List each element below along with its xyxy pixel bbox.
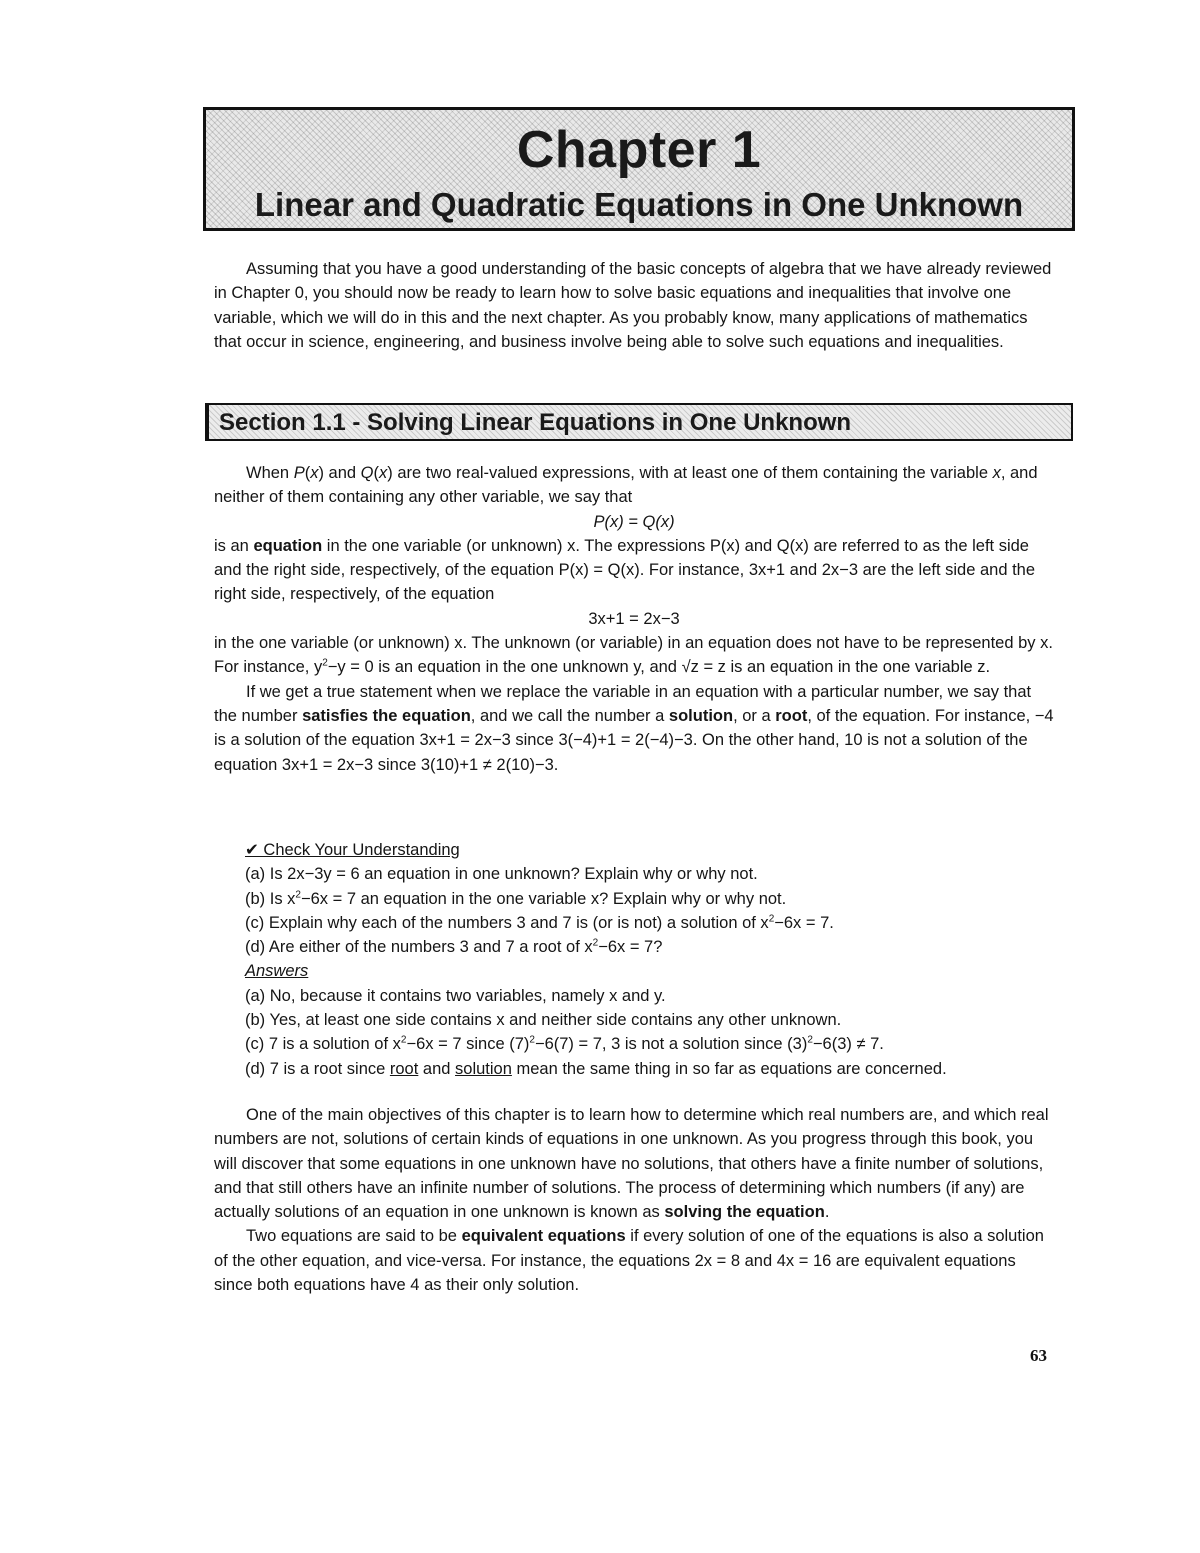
question-b: (b) Is $x^2-6x = 7$ an equation in the one variable x? Explain why or why not. bbox=[245, 889, 787, 908]
page-number: 63 bbox=[1030, 1346, 1047, 1365]
paragraph-objectives: One of the main objectives of this chapter is to learn how to determine which real numbers are, and which real numbers are not, solutions of certain kinds of equations in one unknown. As you progress through this book, you will discover that some equations in one unknown have no solutions, that others have a finite number of solutions, and that still others have an infinite number of solutions. The process of determining which numbers (if any) are actually solutions of an equation in one unknown is known as solving the equation. bbox=[214, 1106, 1049, 1222]
body-text bbox=[214, 461, 1054, 777]
answer-a: (a) No, because it contains two variables, namely x and y. bbox=[245, 986, 666, 1005]
chapter-subtitle: Linear and Quadratic Equations in One Unknown bbox=[254, 186, 1024, 223]
paragraph-unknowns: in the one variable (or unknown) x. The unknown (or variable) in an equation does not have to be represented by x. For instance, $y^2-y = 0$ is an equation in the one unknown y, and √z = z is an equation in the one variable z. bbox=[214, 634, 1053, 677]
check-your-understanding bbox=[245, 838, 1065, 1081]
paragraph-equivalent: Two equations are said to be equivalent equations if every solution of one of the equations is also a solution of the other equation, and vice-versa. For instance, the equations 2x = 8 and 4x = 16 are equivalent equations since both equations have 4 as their only solution. bbox=[214, 1227, 1044, 1295]
answer-c: (c) 7 is a solution of $x^2-6x = 7$ since $(7)^2-6(7) = 7$, 3 is not a solution since $(3)^2-6(3) \ne 7$. bbox=[245, 1034, 884, 1054]
answer-d: (d) 7 is a root since root and solution mean the same thing in so far as equations are concerned. bbox=[245, 1059, 947, 1078]
check-heading: ✔ Check Your Understanding bbox=[245, 841, 460, 859]
paragraph-solutions: If we get a true statement when we replace the variable in an equation with a particular number, we say that the number satisfies the equation, and we call the number a solution, or a root, of the equation. For instance, −4 is a solution of the equation 3x+1 = 2x−3 since 3(−4)+1 = 2(−4)−3. On the other hand, 10 is not a solution of the equation 3x+1 = 2x−3 since 3(10)+1 ≠ 2(10)−3. bbox=[214, 682, 1054, 774]
chapter-title: Chapter 1 bbox=[516, 121, 762, 179]
paragraph-definition: When P(x) and Q(x) are two real-valued expressions, with at least one of them containing the variable x, and neither of them containing any other variable, we say that bbox=[214, 464, 1038, 507]
equation-general: P(x) = Q(x) bbox=[593, 512, 675, 531]
section-banner bbox=[205, 403, 1073, 441]
answer-b: (b) Yes, at least one side contains x and neither side contains any other unknown. bbox=[245, 1011, 842, 1030]
question-a: (a) Is 2x−3y = 6 an equation in one unknown? Explain why or why not. bbox=[245, 865, 758, 884]
question-d: (d) Are either of the numbers 3 and 7 a root of $x^2-6x = 7$? bbox=[245, 937, 663, 957]
closing-text bbox=[214, 1103, 1054, 1297]
question-c: (c) Explain why each of the numbers 3 and 7 is (or is not) a solution of $x^2-6x = 7$. bbox=[245, 913, 834, 932]
answers-label: Answers bbox=[245, 962, 309, 981]
intro-paragraph: Assuming that you have a good understanding of the basic concepts of algebra that we have already reviewed in Chapter 0, you should now be ready to learn how to solve basic equations and inequalities that involve one variable, which we will do in this and the next chapter. As you probably know, many applications of mathematics that occur in science, engineering, and business involve being able to solve such equations and inequalities. bbox=[214, 260, 1052, 351]
paragraph-equation-terms: is an equation in the one variable (or unknown) x. The expressions P(x) and Q(x) are referred to as the left side and the right side, respectively, of the equation P(x) = Q(x). For instance, 3x+1 and 2x−3 are the left side and the right side, respectively, of the equation bbox=[214, 536, 1036, 604]
chapter-banner bbox=[203, 107, 1075, 231]
section-title: Section 1.1 - Solving Linear Equations in One Unknown bbox=[219, 409, 852, 436]
equation-example: 3x+1 = 2x−3 bbox=[588, 609, 680, 628]
